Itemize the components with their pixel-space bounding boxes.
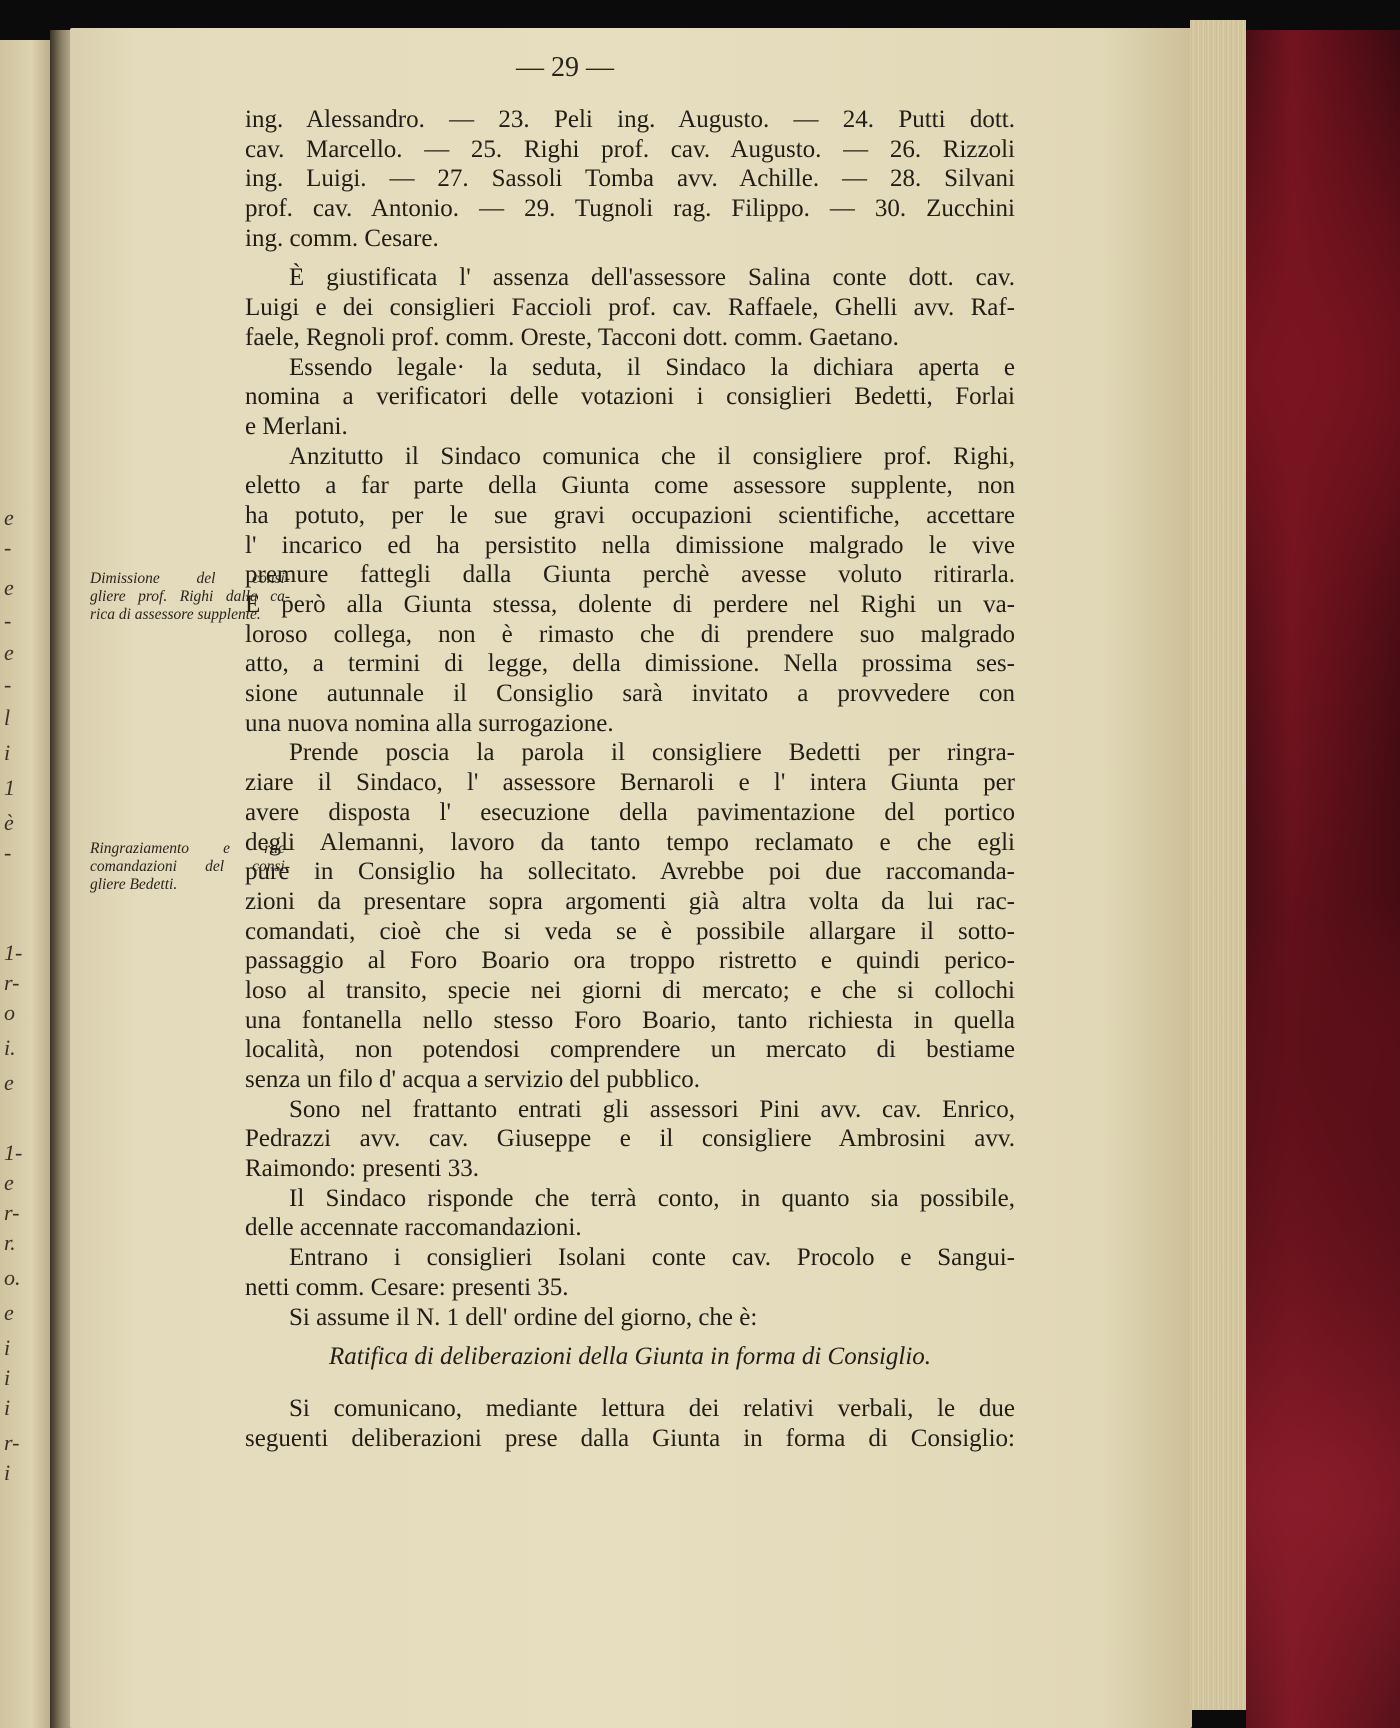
text-line: ing. Alessandro. — 23. Peli ing. Augusto. — 24. Putti dott. — [245, 106, 1015, 133]
marbled-cover — [1246, 30, 1400, 1728]
facing-page-fragment: - — [4, 608, 12, 633]
facing-page-fragment: r- — [4, 1430, 20, 1455]
facing-page-fragment: i — [4, 1335, 11, 1360]
text-line: loroso collega, non è rimasto che di prendere suo malgrado — [245, 620, 1015, 648]
facing-page-fragment: r- — [4, 970, 20, 995]
text-line: nomina a verificatori delle votazioni i consiglieri Bedetti, Forlai — [245, 383, 1015, 411]
text-line: avere disposta l' esecuzione della pavimentazione del portico — [245, 798, 1015, 826]
text-line: ziare il Sindaco, l' assessore Bernaroli e l' intera Giunta per — [245, 769, 1015, 797]
text-line: seguenti deliberazioni prese dalla Giunta in forma di Consiglio: — [245, 1424, 1015, 1452]
facing-page-fragment: 1- — [4, 940, 23, 965]
text-line: Luigi e dei consiglieri Faccioli prof. cav. Raffaele, Ghelli avv. Raf- — [245, 294, 1015, 322]
text-line: È giustificata l' assenza dell'assessore Salina conte dott. cav. — [289, 264, 1015, 292]
facing-page-fragment: l — [4, 705, 11, 730]
text-line: cav. Marcello. — 25. Righi prof. cav. Augusto. — 26. Rizzoli — [245, 135, 1015, 163]
margin-note-line: Ringraziamento e rac- — [90, 840, 290, 857]
text-line: senza un filo d' acqua a servizio del pubblico. — [245, 1066, 701, 1093]
text-line: Prende poscia la parola il consigliere Bedetti per ringra- — [289, 739, 1015, 767]
text-line: località, non potendosi comprendere un mercato di bestiame — [245, 1036, 1015, 1064]
facing-page-fragment: e — [4, 1300, 14, 1325]
text-line: atto, a termini di legge, della dimissione. Nella prossima ses- — [245, 650, 1015, 678]
facing-page-fragment: 1- — [4, 1140, 23, 1165]
facing-page-fragment: i — [4, 1365, 11, 1390]
text-line: ing. comm. Cesare. — [245, 224, 439, 252]
margin-note-line: gliere prof. Righi dalla ca- — [90, 588, 290, 605]
text-line: una nuova nomina alla surrogazione. — [245, 709, 614, 737]
text-line: Raimondo: presenti 33. — [245, 1155, 479, 1183]
text-line: ha potuto, per le sue gravi occupazioni scientifiche, accettare — [245, 501, 1015, 529]
facing-page-fragment: i. — [4, 1035, 16, 1060]
facing-page-fragment: è — [4, 810, 14, 835]
text-line: delle accennate raccomandazioni. — [245, 1214, 582, 1242]
text-line: una fontanella nello stesso Foro Boario, tanto richiesta in quella — [245, 1006, 1015, 1034]
section-heading: Ratifica di deliberazioni della Giunta in forma di Consiglio. — [328, 1343, 932, 1371]
text-line: Entrano i consiglieri Isolani conte cav. Procolo e Sangui- — [289, 1244, 1015, 1272]
text-line: zioni da presentare sopra argomenti già altra volta da lui rac- — [245, 887, 1015, 915]
page-number: — 29 — — [516, 52, 614, 83]
text-line: E però alla Giunta stessa, dolente di perdere nel Righi un va- — [245, 591, 1015, 618]
text-line: Si comunicano, mediante lettura dei relativi verbali, le due — [289, 1394, 1015, 1422]
facing-page-fragment: r. — [4, 1230, 16, 1255]
text-line: Anzitutto il Sindaco comunica che il consigliere prof. Righi, — [289, 442, 1015, 470]
text-line: l' incarico ed ha persistito nella dimissione malgrado le vive — [245, 531, 1015, 559]
text-line: Essendo legale· la seduta, il Sindaco la dichiara aperta e — [289, 353, 1015, 381]
text-line: Pedrazzi avv. cav. Giuseppe e il consigliere Ambrosini avv. — [245, 1125, 1015, 1153]
text-line: comandati, cioè che si veda se è possibile allargare il sotto- — [245, 917, 1015, 945]
text-line: faele, Regnoli prof. comm. Oreste, Tacconi dott. comm. Gaetano. — [245, 323, 899, 351]
facing-page-fragment: 1 — [4, 775, 15, 800]
facing-page-fragment: e — [4, 505, 14, 530]
facing-page-fragment: i — [4, 740, 11, 765]
facing-page-fragment: - — [4, 840, 12, 865]
text-line: prof. cav. Antonio. — 29. Tugnoli rag. Filippo. — 30. Zucchini — [245, 195, 1015, 223]
text-line: eletto a far parte della Giunta come assessore supplente, non — [245, 472, 1015, 500]
facing-page-fragment: i — [4, 1460, 11, 1485]
facing-page-fragment: e — [4, 640, 14, 665]
text-line: loso al transito, specie nei giorni di mercato; e che si collochi — [245, 976, 1015, 1004]
facing-page-fragment: e — [4, 1070, 14, 1095]
text-line: ing. Luigi. — 27. Sassoli Tomba avv. Achille. — 28. Silvani — [245, 165, 1015, 193]
body-text — [245, 105, 1015, 1453]
facing-page-fragment: - — [4, 672, 12, 697]
page-edges — [1190, 20, 1246, 1710]
text-line: netti comm. Cesare: presenti 35. — [245, 1273, 569, 1301]
margin-note-line: gliere Bedetti. — [90, 876, 178, 893]
text-line: sione autunnale il Consiglio sarà invitato a provvedere con — [245, 680, 1015, 708]
text-line: Il Sindaco risponde che terrà conto, in quanto sia possibile, — [289, 1184, 1015, 1212]
facing-page-fragment: - — [4, 535, 12, 560]
facing-page-fragment: i — [4, 1395, 11, 1420]
facing-page-fragment: r- — [4, 1200, 20, 1225]
facing-page-fragment: e — [4, 1170, 14, 1195]
text-line: Si assume il N. 1 dell' ordine del giorno, che è: — [289, 1303, 758, 1331]
margin-note-line: comandazioni del consi- — [90, 858, 290, 875]
facing-page-edge — [0, 40, 52, 1728]
paragraph-gap — [245, 253, 1015, 263]
margin-note-line: rica di assessore supplente. — [90, 606, 261, 623]
text-line: pure in Consiglio ha sollecitato. Avrebbe poi due raccomanda- — [245, 858, 1015, 886]
facing-page-fragment: o. — [4, 1265, 21, 1290]
margin-note-line: Dimissione del consi- — [90, 570, 290, 587]
text-line: e Merlani. — [245, 412, 348, 440]
facing-page-fragment: o — [4, 1000, 15, 1025]
text-line: passaggio al Foro Boario ora troppo ristretto e quindi perico- — [245, 947, 1015, 975]
text-line: degli Alemanni, lavoro da tanto tempo reclamato e che egli — [245, 828, 1015, 856]
text-line: Sono nel frattanto entrati gli assessori Pini avv. cav. Enrico, — [289, 1095, 1015, 1123]
text-line: premure fattegli dalla Giunta perchè avesse voluto ritirarla. — [245, 561, 1015, 589]
facing-page-fragment: e — [4, 575, 14, 600]
